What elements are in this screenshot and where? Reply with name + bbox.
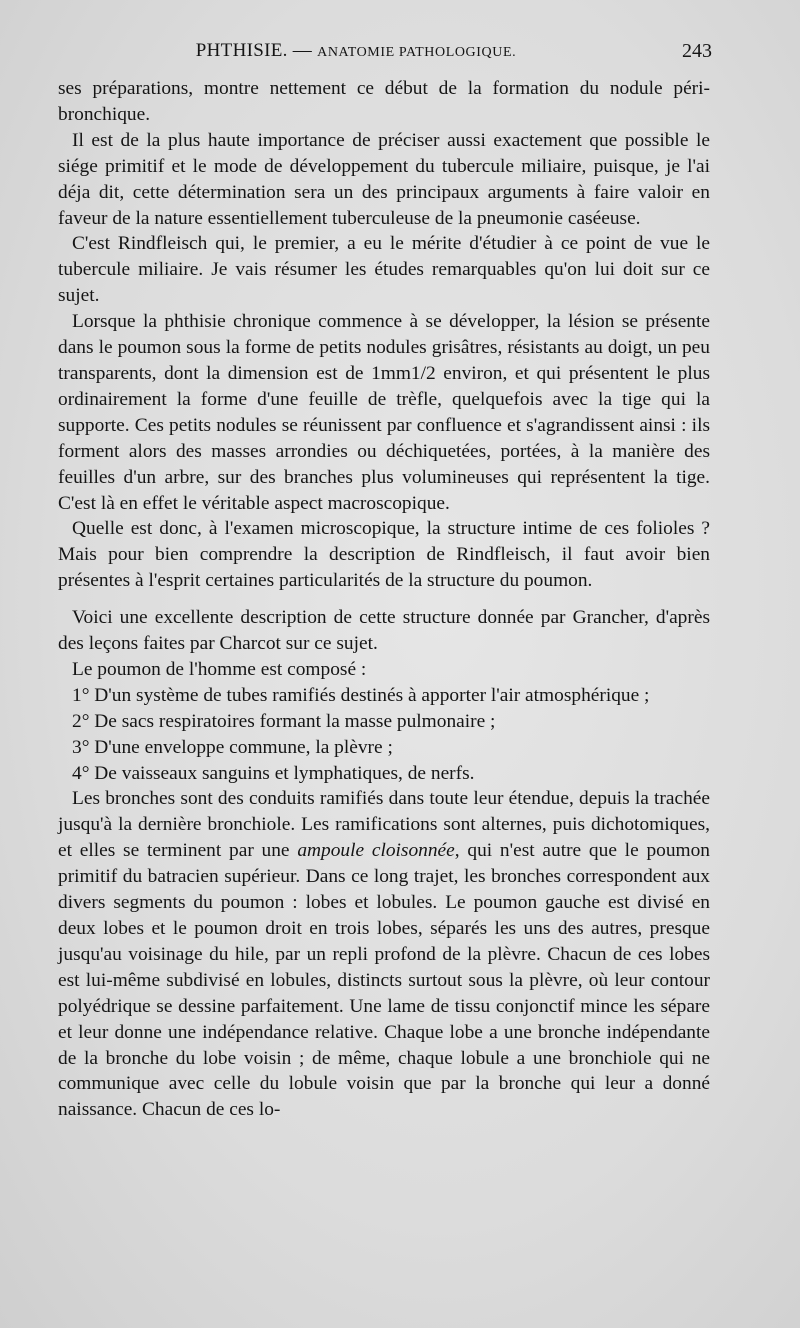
paragraph-importance: Il est de la plus haute importance de préciser aussi exactement que possible le siége primitif et le mode de développement du tubercule miliaire, puisque, je l'ai déja dit, cette détermination sera un des principaux arguments à faire valoir en faveur de la nature essentiellement tuberculeuse de la pneumonie caséeuse. (58, 129, 710, 229)
paragraph-lesion: Lorsque la phthisie chronique commence à se développer, la lésion se présente dans le poumon sous la forme de petits nodules grisâtres, résistants au doigt, un peu transparents, dont la dimension est de 1mm1/2 environ, et qui présentent le plus ordinairement la forme d'une feuille de trèfle, quelquefois avec la tige qui la supporte. Ces petits nodules se réunissent par confluence et s'agrandissent ainsi : ils forment alors des masses arrondies ou déchiquetées, portées, à la manière des feuilles d'un arbre, sur des branches plus volumineuses qui représentent la tige. C'est là en effet le véritable aspect macroscopique. (58, 311, 710, 514)
paragraph-continuation: ses préparations, montre nettement ce début de la formation du nodule péri-bronchique. (58, 78, 710, 125)
bronches-text-end: , qui n'est autre que le poumon primitif du batracien supérieur. Dans ce long trajet, les bronches correspondent aux divers segments du poumon : lobes et lobules. Le poumon gauche est divisé en deux lobes et le poumon droit en trois lobes, séparés les uns des autres, presque jusqu'au voisinage du hile, par un repli profond de la plèvre. Chacun de ces lobes est lui-même subdivisé en lobules, distincts surtout sous la plèvre, où leur contour polyédrique se dessine parfaitement. Une lame de tissu conjonctif mince les sépare et leur donne une indépendance relative. Chaque lobe a une bronche indépendante de la bronche du lobe voisin ; de même, chaque lobule a une bronchiole qui ne communique avec celle du lobule voisin que par la bronche qui leur a donné naissance. Chacun de ces lo- (58, 840, 710, 1121)
page-number: 243 (682, 40, 712, 62)
paragraph-grancher: Voici une excellente description de cette structure donnée par Grancher, d'après des leçons faites par Charcot sur ce sujet. (58, 607, 710, 655)
list-item-1: 1° D'un système de tubes ramifiés destinés à apporter l'air atmosphérique ; (72, 684, 650, 706)
bronches-italic-term: ampoule cloisonnée (297, 840, 455, 862)
running-head-separator: — (287, 40, 318, 61)
paragraph-folioles: Quelle est donc, à l'examen microscopique, la structure intime de ces folioles ? Mais pour bien comprendre la description de Rindfleisch, il faut avoir bien présentes à l'esprit certaines particularités de la structure du poumon. (58, 518, 710, 592)
bronches-text-start: Les bronches sont des conduits ramifiés dans toute leur étendue, depuis la trachée jusqu'à la dernière bronchiole. Les ramifications sont alternes, puis dichotomiques, et elles se terminent par une (58, 788, 710, 862)
paragraph-rindfleisch: C'est Rindfleisch qui, le premier, a eu le mérite d'étudier à ce point de vue le tubercule miliaire. Je vais résumer les études remarquables qu'on lui doit sur ce sujet. (58, 233, 710, 307)
running-head-title: PHTHISIE. (195, 40, 288, 61)
list-item-2: 2° De sacs respiratoires formant la masse pulmonaire ; (72, 710, 496, 732)
list-item-4: 4° De vaisseaux sanguins et lymphatiques, de nerfs. (72, 762, 475, 784)
paragraph-composition: Le poumon de l'homme est composé : (72, 658, 367, 680)
paragraph-bronches (58, 786, 710, 1123)
running-head-subtitle: ANATOMIE PATHOLOGIQUE. (317, 45, 517, 60)
body-text (58, 76, 710, 1123)
running-head (60, 40, 652, 62)
list-item-3: 3° D'une enveloppe commune, la plèvre ; (72, 736, 393, 758)
page-header (60, 38, 712, 72)
